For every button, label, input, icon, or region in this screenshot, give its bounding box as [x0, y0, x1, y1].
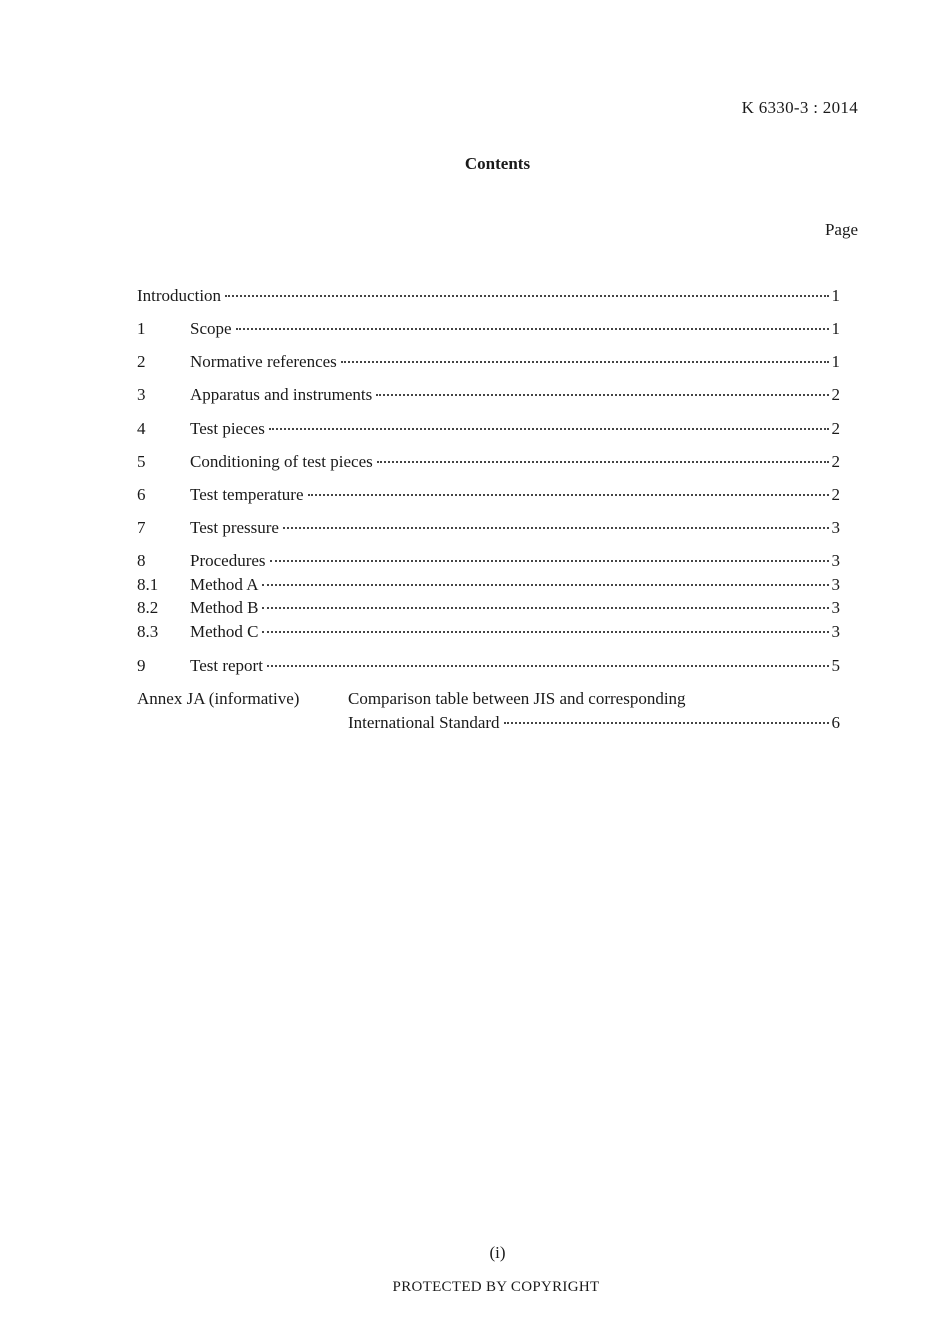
toc-entry-page: 5	[831, 656, 840, 675]
dot-leader	[377, 461, 829, 463]
toc-entry-introduction[interactable]	[137, 285, 840, 307]
toc-entry-page: 2	[831, 385, 840, 404]
toc-entry-number: 8.1	[137, 575, 159, 594]
toc-entry-procedures[interactable]	[137, 550, 840, 572]
toc-entry-page: 3	[831, 551, 840, 570]
toc-entry-label: Conditioning of test pieces	[190, 452, 373, 471]
dot-leader	[269, 428, 829, 430]
toc-entry-number: 2	[137, 352, 146, 371]
dot-leader	[262, 584, 828, 586]
dot-leader	[225, 295, 828, 297]
toc-entry-page: 1	[831, 286, 840, 305]
toc-entry-label: Apparatus and instruments	[190, 385, 373, 404]
toc-entry-label: Test pressure	[190, 518, 279, 537]
toc-entry-label: Method A	[190, 575, 259, 594]
toc-entry-conditioning[interactable]	[137, 451, 840, 473]
toc-entry-label: Normative references	[190, 352, 337, 371]
toc-entry-scope[interactable]	[137, 318, 840, 340]
toc-entry-page: 3	[831, 598, 840, 617]
toc-entry-label: Test report	[190, 656, 263, 675]
toc-entry-number: 4	[137, 419, 146, 438]
toc-entry-number: 3	[137, 385, 146, 404]
toc-entry-label: Procedures	[190, 551, 266, 570]
toc-entry-number: 5	[137, 452, 146, 471]
toc-entry-method-b[interactable]	[137, 597, 840, 619]
toc-entry-number: 8.2	[137, 598, 159, 617]
page-title: Contents	[464, 154, 531, 173]
toc-entry-label: Test pieces	[190, 419, 265, 438]
toc-entry-annex-ja[interactable]	[137, 688, 840, 710]
dot-leader	[262, 607, 828, 609]
dot-leader	[308, 494, 829, 496]
toc-entry-page: 3	[831, 575, 840, 594]
toc-entry-number: 9	[137, 656, 146, 675]
dot-leader	[341, 361, 829, 363]
dot-leader	[270, 560, 829, 562]
toc-entry-number: 8.3	[137, 622, 159, 641]
toc-entry-test-report[interactable]	[137, 655, 840, 677]
toc-entry-normative-references[interactable]	[137, 351, 840, 373]
toc-entry-number: 7	[137, 518, 146, 537]
footer-page-number: (i)	[489, 1243, 506, 1262]
dot-leader	[283, 527, 829, 529]
toc-entry-page: 1	[831, 319, 840, 338]
toc-entry-page: 2	[831, 419, 840, 438]
toc-entry-test-pressure[interactable]	[137, 517, 840, 539]
toc-entry-label: Test temperature	[190, 485, 304, 504]
toc-entry-page: 6	[831, 713, 840, 732]
toc-entry-number: 6	[137, 485, 146, 504]
toc-entry-page: 2	[831, 485, 840, 504]
toc-entry-label: Method B	[190, 598, 259, 617]
annex-title-line1: Comparison table between JIS and corresponding	[348, 689, 686, 708]
toc-entry-annex-ja-continued[interactable]	[348, 712, 840, 734]
annex-tag: Annex JA (informative)	[137, 689, 300, 708]
dot-leader	[236, 328, 829, 330]
toc-entry-test-pieces[interactable]	[137, 418, 840, 440]
toc-entry-method-a[interactable]	[137, 574, 840, 596]
dot-leader	[262, 631, 828, 633]
toc-entry-method-c[interactable]	[137, 621, 840, 643]
document-id: K 6330-3 : 2014	[741, 98, 858, 117]
toc-entry-test-temperature[interactable]	[137, 484, 840, 506]
footer-copyright: PROTECTED BY COPYRIGHT	[392, 1279, 600, 1295]
toc-entry-apparatus[interactable]	[137, 384, 840, 406]
toc-entry-page: 3	[831, 622, 840, 641]
dot-leader	[376, 394, 828, 396]
toc-entry-number: 8	[137, 551, 146, 570]
page-column-label: Page	[824, 220, 858, 239]
dot-leader	[267, 665, 829, 667]
toc-entry-label: Introduction	[137, 286, 222, 305]
toc-entry-label: Method C	[190, 622, 259, 641]
toc-entry-page: 1	[831, 352, 840, 371]
toc-entry-label: Scope	[190, 319, 232, 338]
toc-entry-number: 1	[137, 319, 146, 338]
dot-leader	[504, 722, 829, 724]
toc-entry-page: 2	[831, 452, 840, 471]
toc-entry-page: 3	[831, 518, 840, 537]
annex-title-line2: International Standard	[348, 713, 500, 732]
